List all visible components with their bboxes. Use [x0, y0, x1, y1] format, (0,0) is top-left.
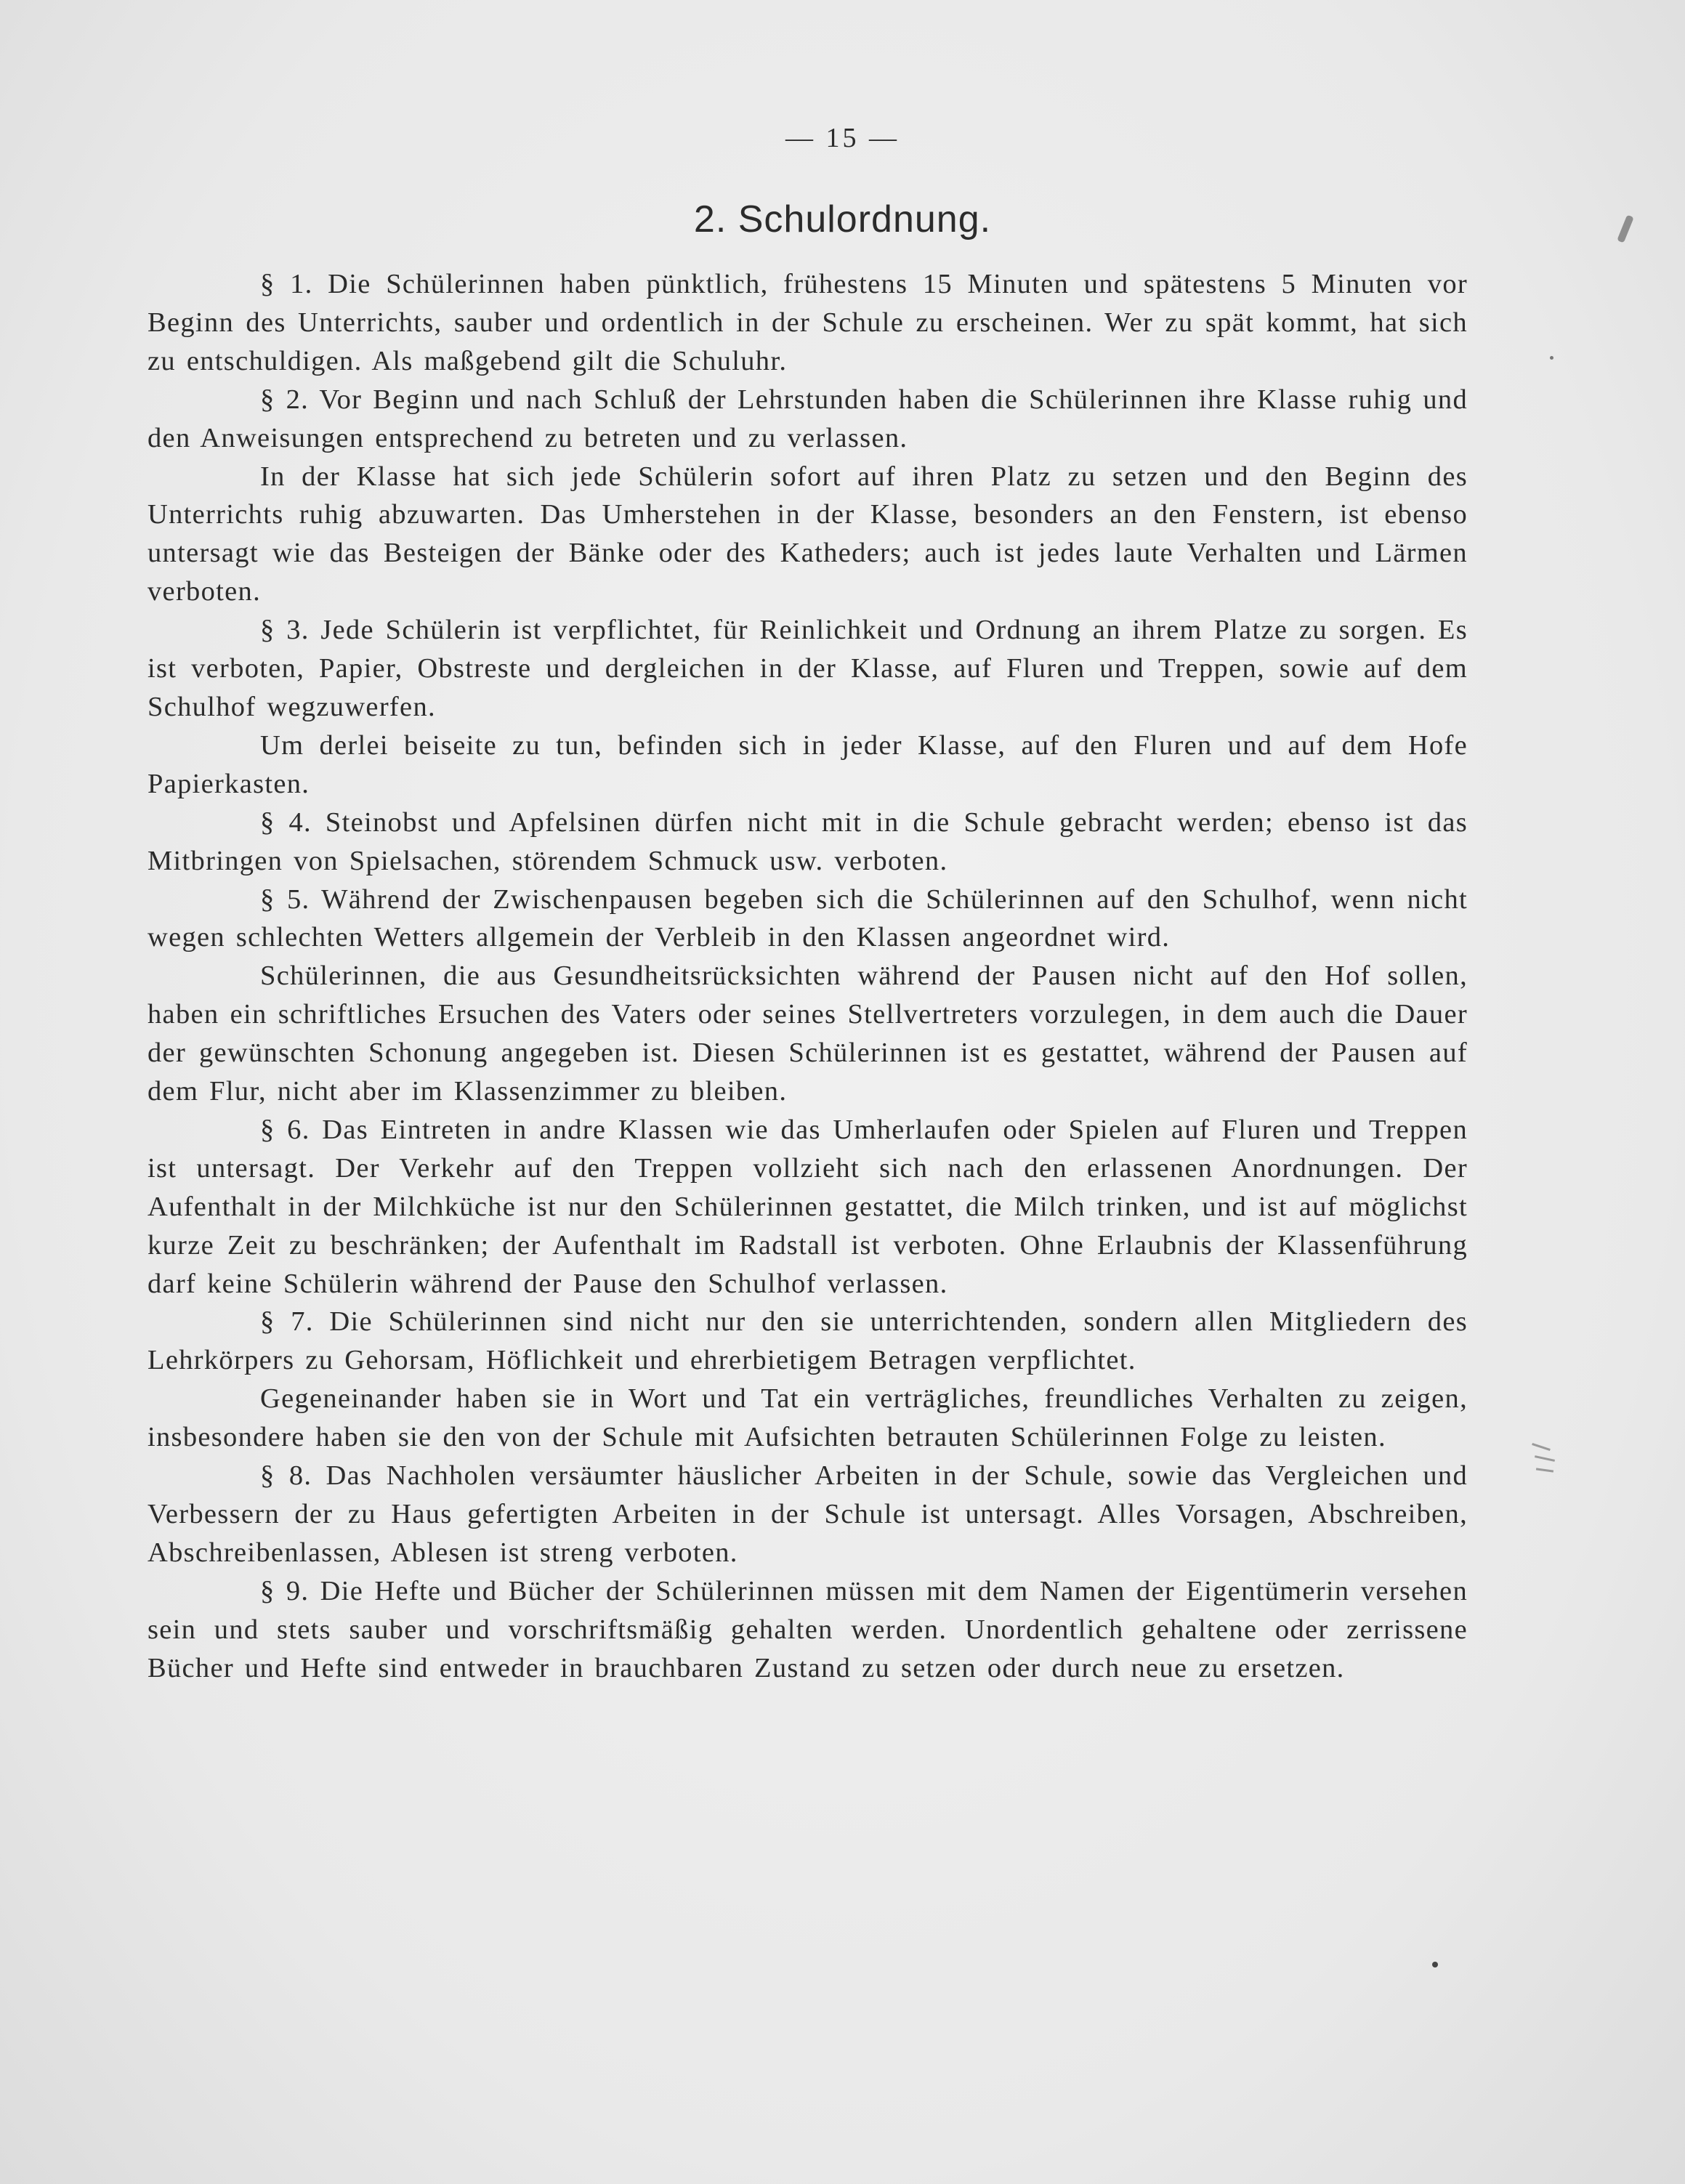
paragraph-11: Gegeneinander haben sie in Wort und Tat ein verträgliches, freundliches Verhalten zu zeigen, insbesondere haben sie den von der Schule mit Aufsichten betrauten Schülerinnen Folge zu leisten.	[148, 1383, 1468, 1453]
paragraph-10: § 7. Die Schülerinnen sind nicht nur den sie unterrichtenden, sondern allen Mitgliedern des Lehrkörpers zu Gehorsam, Höflichkeit und ehrerbietigem Betragen verpflichtet.	[148, 1306, 1468, 1376]
section-body	[148, 265, 1468, 1688]
paragraph-8: Schülerinnen, die aus Gesundheitsrücksichten während der Pausen nicht auf den Hof sollen, haben ein schriftliches Ersuchen des Vaters oder seines Stellvertreters vorzulegen, in dem auch die Dauer der gewünschten Schonung angegeben ist. Diesen Schülerinnen ist es gestattet, während der Pausen auf dem Flur, nicht aber im Klassenzimmer zu bleiben.	[148, 960, 1468, 1107]
page-number: — 15 —	[785, 123, 900, 153]
scan-mark-right-3	[1536, 1468, 1553, 1472]
paragraph-12: § 8. Das Nachholen versäumter häuslicher Arbeiten in der Schule, sowie das Vergleichen und Verbessern der zu Haus gefertigten Arbeiten in der Schule ist untersagt. Alles Vorsagen, Abschreiben, Abschreibenlassen, Ablesen ist streng verboten.	[148, 1460, 1468, 1568]
paragraph-7: § 5. Während der Zwischenpausen begeben sich die Schülerinnen auf den Schulhof, wenn nicht wegen schlechten Wetters allgemein der Verbleib in den Klassen angeordnet wird.	[148, 883, 1468, 953]
paragraph-3: In der Klasse hat sich jede Schülerin sofort auf ihren Platz zu setzen und den Beginn des Unterrichts ruhig abzuwarten. Das Umherstehen in der Klasse, besonders an den Fenstern, ist ebenso untersagt wie das Besteigen der Bänke oder des Katheders; auch ist jedes laute Verhalten und Lärmen verboten.	[148, 461, 1468, 607]
section-title: 2. Schulordnung.	[693, 198, 992, 240]
paragraph-5: Um derlei beiseite zu tun, befinden sich in jeder Klasse, auf den Fluren und auf dem Hofe Papierkasten.	[148, 729, 1468, 799]
scan-speck-bottom-right	[1432, 1962, 1438, 1967]
scan-mark-right-2	[1535, 1455, 1555, 1462]
paragraph-2: § 2. Vor Beginn und nach Schluß der Lehrstunden haben die Schülerinnen ihre Klasse ruhig und den Anweisungen entsprechend zu betreten und zu verlassen.	[148, 384, 1468, 453]
scan-speck-right	[1550, 356, 1553, 360]
paragraph-13: § 9. Die Hefte und Bücher der Schülerinnen müssen mit dem Namen der Eigentümerin versehen sein und stets sauber und vorschriftsmäßig gehalten werden. Unordentlich gehaltene oder zerrissene Bücher und Hefte sind entweder in brauchbaren Zustand zu setzen oder durch neue zu ersetzen.	[148, 1575, 1468, 1683]
scan-mark-right-1	[1532, 1443, 1551, 1451]
paragraph-9: § 6. Das Eintreten in andre Klassen wie das Umherlaufen oder Spielen auf Fluren und Treppen ist untersagt. Der Verkehr auf den Treppen vollzieht sich nach den erlassenen Anordnungen. Der Aufenthalt in der Milchküche ist nur den Schülerinnen gestattet, die Milch trinken, und ist auf möglichst kurze Zeit zu beschränken; der Aufenthalt im Radstall ist verboten. Ohne Erlaubnis der Klassenführung darf keine Schülerin während der Pause den Schulhof verlassen.	[148, 1114, 1468, 1299]
paragraph-1: § 1. Die Schülerinnen haben pünktlich, frühestens 15 Minuten und spätestens 5 Minuten vor Beginn des Unterrichts, sauber und ordentlich in der Schule zu erscheinen. Wer zu spät kommt, hat sich zu entschuldigen. Als maßgebend gilt die Schuluhr.	[148, 269, 1468, 376]
paragraph-6: § 4. Steinobst und Apfelsinen dürfen nicht mit in die Schule gebracht werden; ebenso ist das Mitbringen von Spielsachen, störendem Schmuck usw. verboten.	[148, 806, 1468, 876]
paragraph-4: § 3. Jede Schülerin ist verpflichtet, für Reinlichkeit und Ordnung an ihrem Platze zu sorgen. Es ist verboten, Papier, Obstreste und dergleichen in der Klasse, auf Fluren und Treppen, sowie auf dem Schulhof wegzuwerfen.	[148, 615, 1468, 722]
